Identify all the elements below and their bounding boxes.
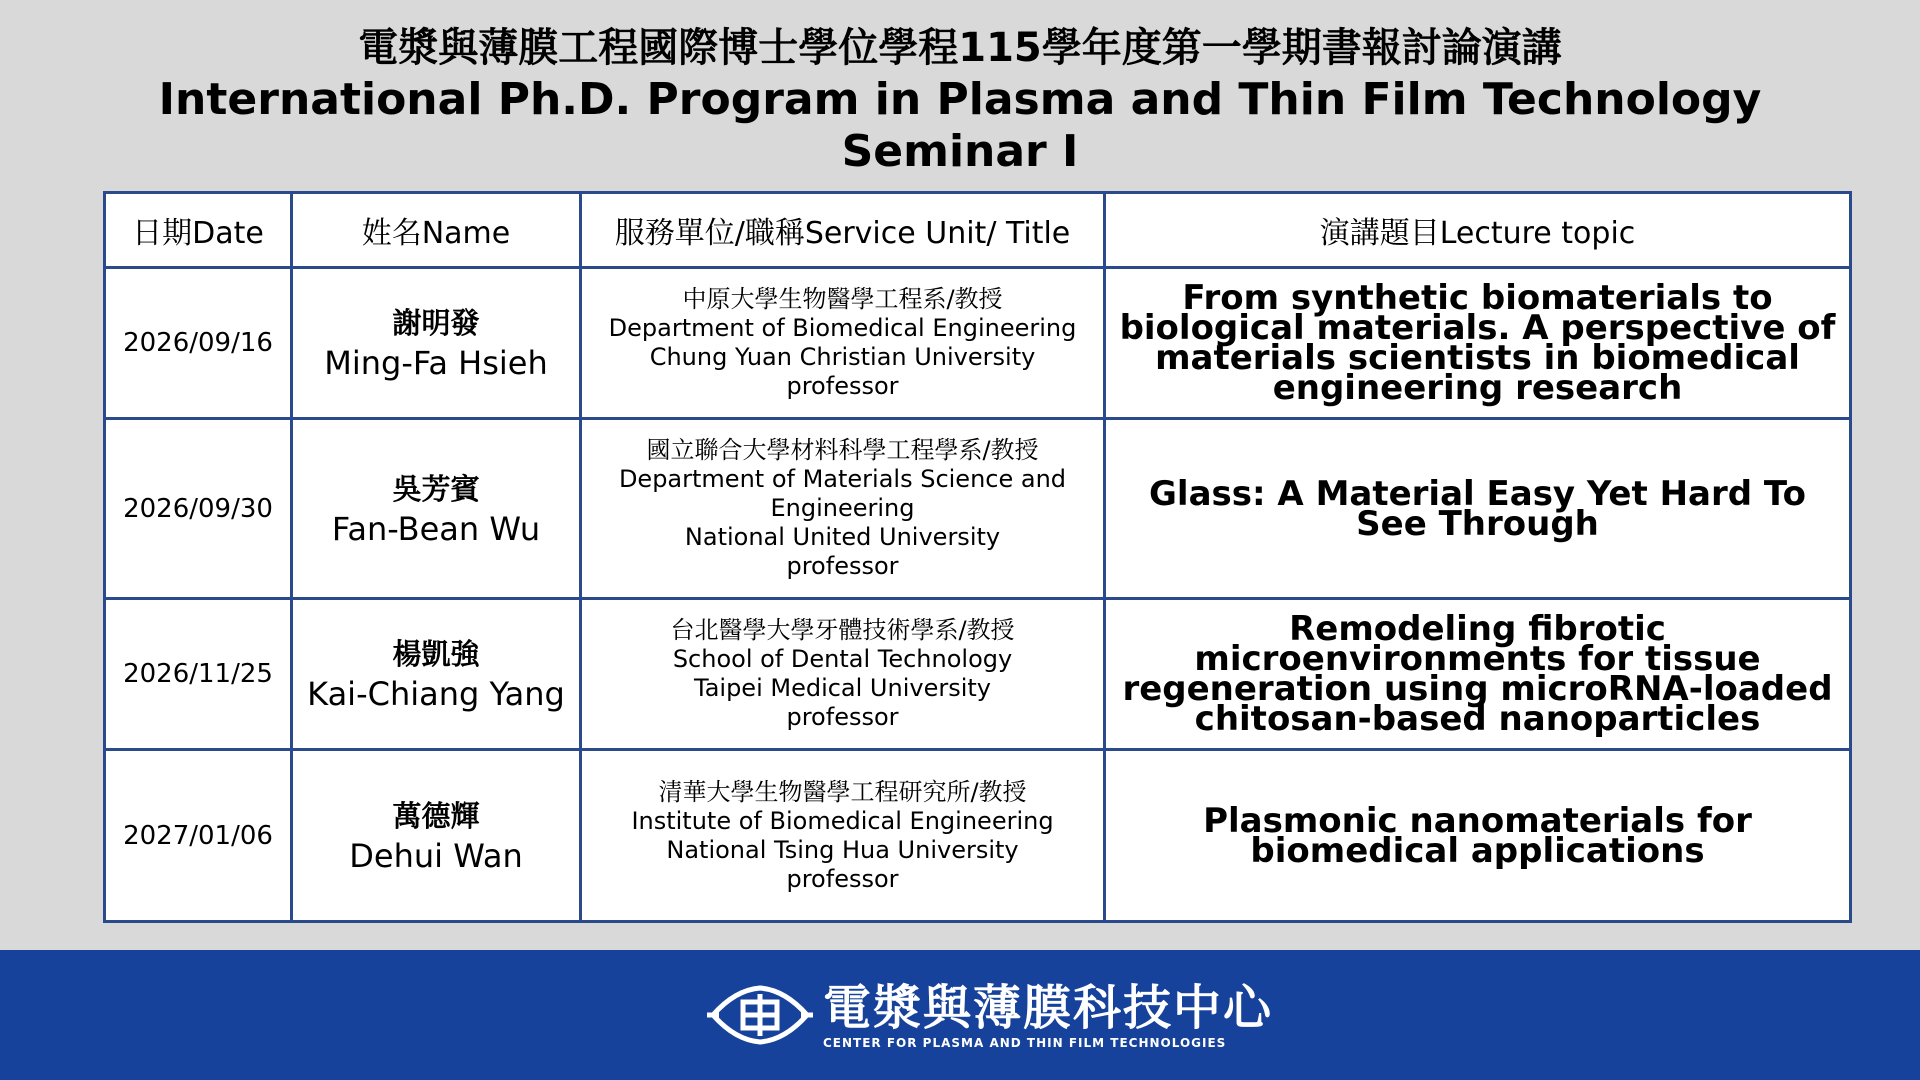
unit-department: Department of Biomedical Engineering [608, 314, 1077, 342]
header-lecture-topic: 演講題目Lecture topic [1105, 193, 1851, 268]
unit-cell [581, 599, 1105, 750]
logo-name-en: CENTER FOR PLASMA AND THIN FILM TECHNOLOGIES [823, 1036, 1227, 1050]
header-name: 姓名Name [292, 193, 581, 268]
topic-cell: Plasmonic nanomaterials for biomedical applications [1105, 750, 1851, 922]
ptf-logo-icon [705, 980, 815, 1050]
unit-cell [581, 419, 1105, 599]
unit-department: Department of Materials Science and Engineering [618, 465, 1067, 522]
center-logo [705, 970, 1273, 1060]
date-cell: 2027/01/06 [105, 750, 292, 922]
unit-university: Chung Yuan Christian University [649, 343, 1036, 371]
table-row [105, 750, 1851, 922]
header-date: 日期Date [105, 193, 292, 268]
speaker-name-zh: 萬德輝 [392, 798, 480, 833]
speaker-name-en: Kai-Chiang Yang [307, 675, 565, 713]
speaker-name-zh: 謝明發 [392, 306, 480, 340]
unit-zh: 清華大學生物醫學工程研究所/教授 [658, 777, 1027, 806]
title-english: International Ph.D. Program in Plasma and Thin Film Technology [158, 74, 1762, 125]
name-cell [292, 268, 581, 419]
speaker-name-en: Fan-Bean Wu [331, 509, 541, 548]
date-cell: 2026/09/30 [105, 419, 292, 599]
unit-title: professor [786, 552, 899, 580]
date-cell: 2026/09/16 [105, 268, 292, 419]
footer-banner [0, 950, 1920, 1080]
subtitle: Seminar I [841, 126, 1079, 177]
unit-cell [581, 268, 1105, 419]
speaker-name-en: Dehui Wan [349, 836, 523, 875]
unit-title: professor [786, 703, 899, 731]
table-row [105, 599, 1851, 750]
speaker-name-zh: 楊凱強 [392, 637, 480, 671]
name-cell [292, 750, 581, 922]
unit-zh: 中原大學生物醫學工程系/教授 [682, 285, 1003, 313]
name-cell [292, 599, 581, 750]
unit-zh: 國立聯合大學材料科學工程學系/教授 [646, 436, 1039, 464]
unit-zh: 台北醫學大學牙體技術學系/教授 [670, 616, 1015, 644]
topic-cell: Remodeling fibrotic microenvironments for tissue regeneration using microRNA-loaded chitosan-based nanoparticles [1105, 599, 1851, 750]
page-header [0, 22, 1920, 178]
unit-title: professor [786, 864, 899, 893]
title-chinese: 電漿與薄膜工程國際博士學位學程115學年度第一學期書報討論演講 [358, 25, 1562, 71]
date-cell: 2026/11/25 [105, 599, 292, 750]
topic-cell: From synthetic biomaterials to biological materials. A perspective of materials scientists in biomedical engineering research [1105, 268, 1851, 419]
logo-name-zh: 電漿與薄膜科技中心 [823, 980, 1274, 1036]
table-row [105, 268, 1851, 419]
logo-text [823, 980, 1273, 1050]
unit-department: Institute of Biomedical Engineering [631, 806, 1054, 835]
unit-department: School of Dental Technology [672, 645, 1013, 673]
unit-university: National United University [684, 523, 1001, 551]
unit-university: National Tsing Hua University [666, 835, 1019, 864]
unit-title: professor [786, 372, 899, 400]
unit-cell [581, 750, 1105, 922]
table-row [105, 419, 1851, 599]
topic-cell: Glass: A Material Easy Yet Hard To See Through [1105, 419, 1851, 599]
seminar-schedule-table [103, 191, 1852, 923]
speaker-name-en: Ming-Fa Hsieh [324, 344, 548, 382]
speaker-name-zh: 吳芳賓 [392, 471, 480, 506]
header-service-unit: 服務單位/職稱Service Unit/ Title [581, 193, 1105, 268]
unit-university: Taipei Medical University [694, 674, 991, 702]
table-header-row [105, 193, 1851, 268]
name-cell [292, 419, 581, 599]
